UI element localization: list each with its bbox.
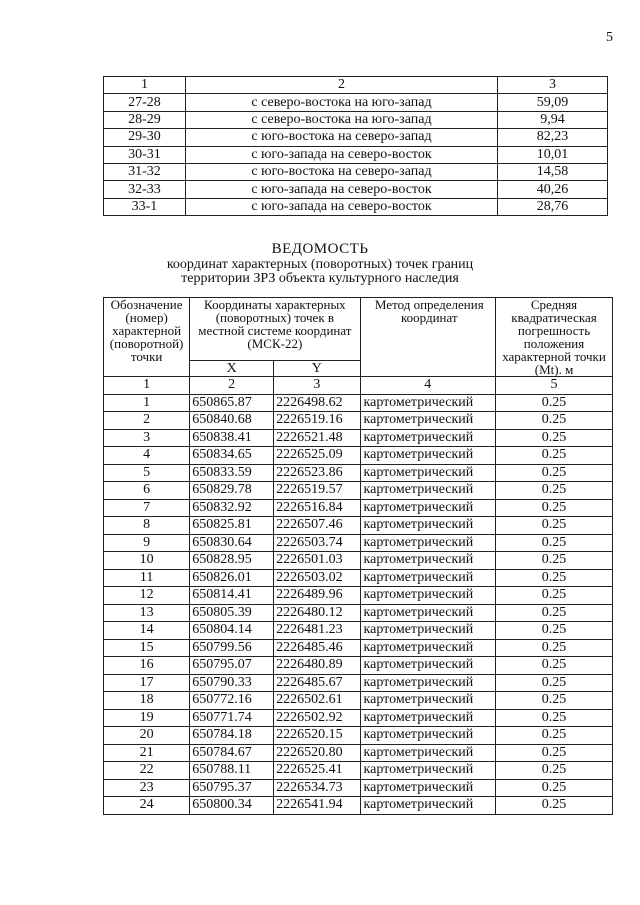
mean-error: 0.25 (496, 482, 613, 500)
segments-header-cell: 3 (498, 77, 608, 94)
coord-x: 650829.78 (190, 482, 274, 500)
method: картометрический (360, 587, 496, 605)
segment-length: 14,58 (498, 163, 608, 180)
coord-x: 650833.59 (190, 464, 274, 482)
header-x: X (190, 361, 274, 377)
point-number: 23 (104, 779, 190, 797)
page-number: 5 (606, 30, 613, 45)
coord-x: 650814.41 (190, 587, 274, 605)
segment-points: 32-33 (104, 181, 186, 198)
table-row (104, 412, 613, 430)
segment-direction: с юго-запада на северо-восток (185, 146, 497, 163)
coord-y: 2226480.89 (274, 657, 360, 675)
mean-error: 0.25 (496, 639, 613, 657)
method: картометрический (360, 464, 496, 482)
point-number: 9 (104, 534, 190, 552)
coord-x: 650832.92 (190, 499, 274, 517)
table-row (104, 129, 608, 146)
coord-y: 2226503.02 (274, 569, 360, 587)
segment-direction: с юго-востока на северо-запад (185, 163, 497, 180)
method: картометрический (360, 429, 496, 447)
coord-y: 2226521.48 (274, 429, 360, 447)
table-row (104, 94, 608, 111)
point-number: 2 (104, 412, 190, 430)
segment-direction: с юго-запада на северо-восток (185, 198, 497, 215)
coord-x: 650804.14 (190, 622, 274, 640)
coord-y: 2226507.46 (274, 517, 360, 535)
table-row (104, 657, 613, 675)
point-number: 1 (104, 394, 190, 412)
coord-x: 650840.68 (190, 412, 274, 430)
mean-error: 0.25 (496, 762, 613, 780)
segments-table-body (104, 77, 608, 216)
table-row (104, 762, 613, 780)
table-row (104, 499, 613, 517)
coord-x: 650800.34 (190, 797, 274, 815)
coord-y: 2226481.23 (274, 622, 360, 640)
method: картометрический (360, 604, 496, 622)
coord-y: 2226489.96 (274, 587, 360, 605)
coord-y: 2226525.41 (274, 762, 360, 780)
statement-subtitle-line2: территории ЗРЗ объекта культурного наследия (181, 271, 459, 286)
method: картометрический (360, 779, 496, 797)
method: картометрический (360, 569, 496, 587)
mean-error: 0.25 (496, 534, 613, 552)
table-row (104, 146, 608, 163)
segment-points: 31-32 (104, 163, 186, 180)
point-number: 20 (104, 727, 190, 745)
table-row (104, 604, 613, 622)
coordinates-table (103, 297, 613, 815)
coord-x: 650799.56 (190, 639, 274, 657)
point-number: 12 (104, 587, 190, 605)
mean-error: 0.25 (496, 429, 613, 447)
segment-direction: с юго-запада на северо-восток (185, 181, 497, 198)
header-y: Y (274, 361, 360, 377)
header-coordinates: Координаты характерных (поворотных) точек в местной системе координат (МСК-22) (190, 298, 360, 361)
segment-points: 27-28 (104, 94, 186, 111)
index-cell: 5 (496, 377, 613, 395)
method: картометрический (360, 727, 496, 745)
method: картометрический (360, 674, 496, 692)
mean-error: 0.25 (496, 499, 613, 517)
table-row (104, 517, 613, 535)
table-row (104, 447, 613, 465)
method: картометрический (360, 517, 496, 535)
coord-y: 2226502.61 (274, 692, 360, 710)
segment-length: 9,94 (498, 111, 608, 128)
point-number: 17 (104, 674, 190, 692)
coordinates-table-body (104, 377, 613, 815)
coord-y: 2226519.57 (274, 482, 360, 500)
point-number: 16 (104, 657, 190, 675)
table-row (104, 534, 613, 552)
segments-header-cell: 1 (104, 77, 186, 94)
segments-table (103, 76, 608, 216)
coord-x: 650805.39 (190, 604, 274, 622)
mean-error: 0.25 (496, 727, 613, 745)
point-number: 24 (104, 797, 190, 815)
coord-x: 650795.37 (190, 779, 274, 797)
coord-x: 650826.01 (190, 569, 274, 587)
method: картометрический (360, 622, 496, 640)
mean-error: 0.25 (496, 587, 613, 605)
table-row (104, 709, 613, 727)
coordinates-header-row (104, 298, 613, 361)
coord-y: 2226520.15 (274, 727, 360, 745)
table-row (104, 163, 608, 180)
coord-x: 650790.33 (190, 674, 274, 692)
mean-error: 0.25 (496, 412, 613, 430)
segment-direction: с северо-востока на юго-запад (185, 111, 497, 128)
mean-error: 0.25 (496, 517, 613, 535)
method: картометрический (360, 639, 496, 657)
mean-error: 0.25 (496, 569, 613, 587)
point-number: 7 (104, 499, 190, 517)
mean-error: 0.25 (496, 709, 613, 727)
index-cell: 2 (190, 377, 274, 395)
coord-y: 2226498.62 (274, 394, 360, 412)
coord-x: 650772.16 (190, 692, 274, 710)
header-designation: Обозначение (номер) характерной (поворотной) точки (104, 298, 190, 377)
point-number: 11 (104, 569, 190, 587)
header-method: Метод определения координат (360, 298, 496, 377)
table-row (104, 622, 613, 640)
coord-y: 2226525.09 (274, 447, 360, 465)
segment-points: 28-29 (104, 111, 186, 128)
segment-length: 59,09 (498, 94, 608, 111)
method: картометрический (360, 394, 496, 412)
segments-header-cell: 2 (185, 77, 497, 94)
segment-points: 33-1 (104, 198, 186, 215)
point-number: 18 (104, 692, 190, 710)
method: картометрический (360, 499, 496, 517)
coord-y: 2226534.73 (274, 779, 360, 797)
table-row (104, 692, 613, 710)
point-number: 6 (104, 482, 190, 500)
statement-title: ВЕДОМОСТЬ (271, 241, 369, 257)
mean-error: 0.25 (496, 622, 613, 640)
coord-y: 2226503.74 (274, 534, 360, 552)
segment-length: 28,76 (498, 198, 608, 215)
method: картометрический (360, 482, 496, 500)
table-row (104, 482, 613, 500)
segment-direction: с северо-востока на юго-запад (185, 94, 497, 111)
point-number: 8 (104, 517, 190, 535)
mean-error: 0.25 (496, 674, 613, 692)
mean-error: 0.25 (496, 779, 613, 797)
point-number: 15 (104, 639, 190, 657)
statement-title-block (0, 240, 640, 286)
coord-x: 650788.11 (190, 762, 274, 780)
table-row (104, 394, 613, 412)
method: картометрический (360, 709, 496, 727)
coord-y: 2226485.67 (274, 674, 360, 692)
table-row (104, 198, 608, 215)
mean-error: 0.25 (496, 394, 613, 412)
segment-direction: с юго-востока на северо-запад (185, 129, 497, 146)
point-number: 3 (104, 429, 190, 447)
method: картометрический (360, 744, 496, 762)
segment-length: 40,26 (498, 181, 608, 198)
method: картометрический (360, 692, 496, 710)
mean-error: 0.25 (496, 797, 613, 815)
point-number: 19 (104, 709, 190, 727)
coord-y: 2226480.12 (274, 604, 360, 622)
coord-y: 2226523.86 (274, 464, 360, 482)
method: картометрический (360, 762, 496, 780)
table-row (104, 111, 608, 128)
table-row (104, 727, 613, 745)
table-row (104, 587, 613, 605)
method: картометрический (360, 552, 496, 570)
coord-y: 2226541.94 (274, 797, 360, 815)
coord-x: 650825.81 (190, 517, 274, 535)
mean-error: 0.25 (496, 692, 613, 710)
point-number: 21 (104, 744, 190, 762)
mean-error: 0.25 (496, 552, 613, 570)
mean-error: 0.25 (496, 657, 613, 675)
table-row (104, 552, 613, 570)
table-row (104, 429, 613, 447)
point-number: 13 (104, 604, 190, 622)
method: картометрический (360, 412, 496, 430)
method: картометрический (360, 447, 496, 465)
coord-x: 650830.64 (190, 534, 274, 552)
table-row (104, 797, 613, 815)
table-row (104, 569, 613, 587)
mean-error: 0.25 (496, 604, 613, 622)
coord-x: 650784.18 (190, 727, 274, 745)
coord-x: 650784.67 (190, 744, 274, 762)
coord-x: 650834.65 (190, 447, 274, 465)
coord-y: 2226520.80 (274, 744, 360, 762)
statement-subtitle-line1: координат характерных (поворотных) точек границ (166, 257, 474, 272)
table-row (104, 639, 613, 657)
coordinates-table-head (104, 298, 613, 377)
mean-error: 0.25 (496, 447, 613, 465)
method: картометрический (360, 797, 496, 815)
point-number: 10 (104, 552, 190, 570)
method: картометрический (360, 657, 496, 675)
segment-length: 10,01 (498, 146, 608, 163)
table-row (104, 181, 608, 198)
coord-y: 2226501.03 (274, 552, 360, 570)
index-cell: 1 (104, 377, 190, 395)
coord-x: 650828.95 (190, 552, 274, 570)
coord-y: 2226502.92 (274, 709, 360, 727)
coord-y: 2226516.84 (274, 499, 360, 517)
point-number: 14 (104, 622, 190, 640)
header-error: Средняя квадратическая погрешность положения характерной точки (Mt). м (496, 298, 613, 377)
method: картометрический (360, 534, 496, 552)
segment-length: 82,23 (498, 129, 608, 146)
index-cell: 4 (360, 377, 496, 395)
segment-points: 30-31 (104, 146, 186, 163)
mean-error: 0.25 (496, 464, 613, 482)
coord-x: 650865.87 (190, 394, 274, 412)
table-row (104, 779, 613, 797)
point-number: 4 (104, 447, 190, 465)
index-cell: 3 (274, 377, 360, 395)
segments-header-row (104, 77, 608, 94)
table-row (104, 674, 613, 692)
segment-points: 29-30 (104, 129, 186, 146)
point-number: 22 (104, 762, 190, 780)
mean-error: 0.25 (496, 744, 613, 762)
point-number: 5 (104, 464, 190, 482)
table-row (104, 464, 613, 482)
coord-x: 650795.07 (190, 657, 274, 675)
coord-y: 2226519.16 (274, 412, 360, 430)
coord-y: 2226485.46 (274, 639, 360, 657)
coordinates-index-row (104, 377, 613, 395)
coord-x: 650838.41 (190, 429, 274, 447)
table-row (104, 744, 613, 762)
coord-x: 650771.74 (190, 709, 274, 727)
